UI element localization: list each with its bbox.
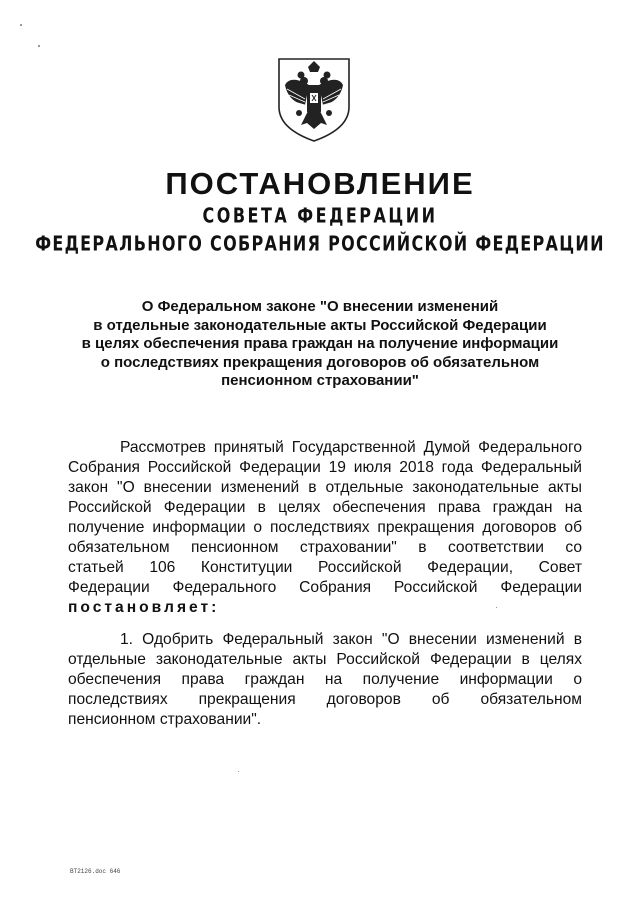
paragraph-line: Рассмотрев принятый Государственной Думой Федерального: [120, 439, 582, 456]
decree-word: постановляет:: [68, 599, 220, 616]
document-code: BT2126.doc 646: [70, 868, 121, 875]
paragraph-line: пенсионном страховании".: [68, 711, 262, 728]
paragraph-line: Федерации Федерального Собрания Российской Федерации: [68, 579, 582, 596]
subject-line: О Федеральном законе "О внесении изменений: [141, 298, 499, 315]
document-title: ПОСТАНОВЛЕНИЕ: [165, 166, 475, 201]
paragraph-line: Российской Федерации в целях обеспечения права граждан на: [68, 499, 582, 516]
subject-line: пенсионном страховании": [221, 372, 419, 389]
coat-of-arms-icon: [271, 55, 357, 143]
issuer-line-1: СОВЕТА ФЕДЕРАЦИИ: [202, 203, 438, 228]
subject-line: о последствиях прекращения договоров об обязательном: [100, 353, 540, 371]
issuer-line-2: ФЕДЕРАЛЬНОГО СОБРАНИЯ РОССИЙСКОЙ ФЕДЕРАЦИИ: [35, 231, 605, 256]
scan-speck: [38, 45, 40, 47]
paragraph-line: статьей 106 Конституции Российской Федерации, Совет: [68, 559, 582, 576]
decision-paragraph: [68, 630, 582, 730]
paragraph-line: закон "О внесении изменений в отдельные законодательные акты: [68, 479, 582, 496]
paragraph-line: последствиях прекращения договоров об обязательном: [68, 691, 582, 708]
preamble-paragraph: [68, 438, 582, 618]
paragraph-line: 1. Одобрить Федеральный закон "О внесении изменений в: [120, 631, 582, 648]
paragraph-line: обеспечения права граждан на получение информации о: [68, 671, 582, 688]
scan-speck: [238, 771, 239, 772]
paragraph-line: Собрания Российской Федерации 19 июля 2018 года Федеральный: [68, 459, 582, 476]
paragraph-line: получение информации о последствиях прекращения договоров об: [68, 519, 582, 536]
paragraph-line: отдельные законодательные акты Российской Федерации в целях: [68, 651, 582, 668]
scan-speck: [496, 607, 497, 608]
subject-line: в отдельные законодательные акты Российской Федерации: [93, 316, 547, 334]
subject-line: в целях обеспечения права граждан на получение информации: [81, 335, 559, 352]
resolution-subject: [60, 298, 580, 391]
scan-speck: [20, 24, 22, 26]
paragraph-line: обязательном пенсионном страховании" в соответствии со: [68, 539, 582, 556]
